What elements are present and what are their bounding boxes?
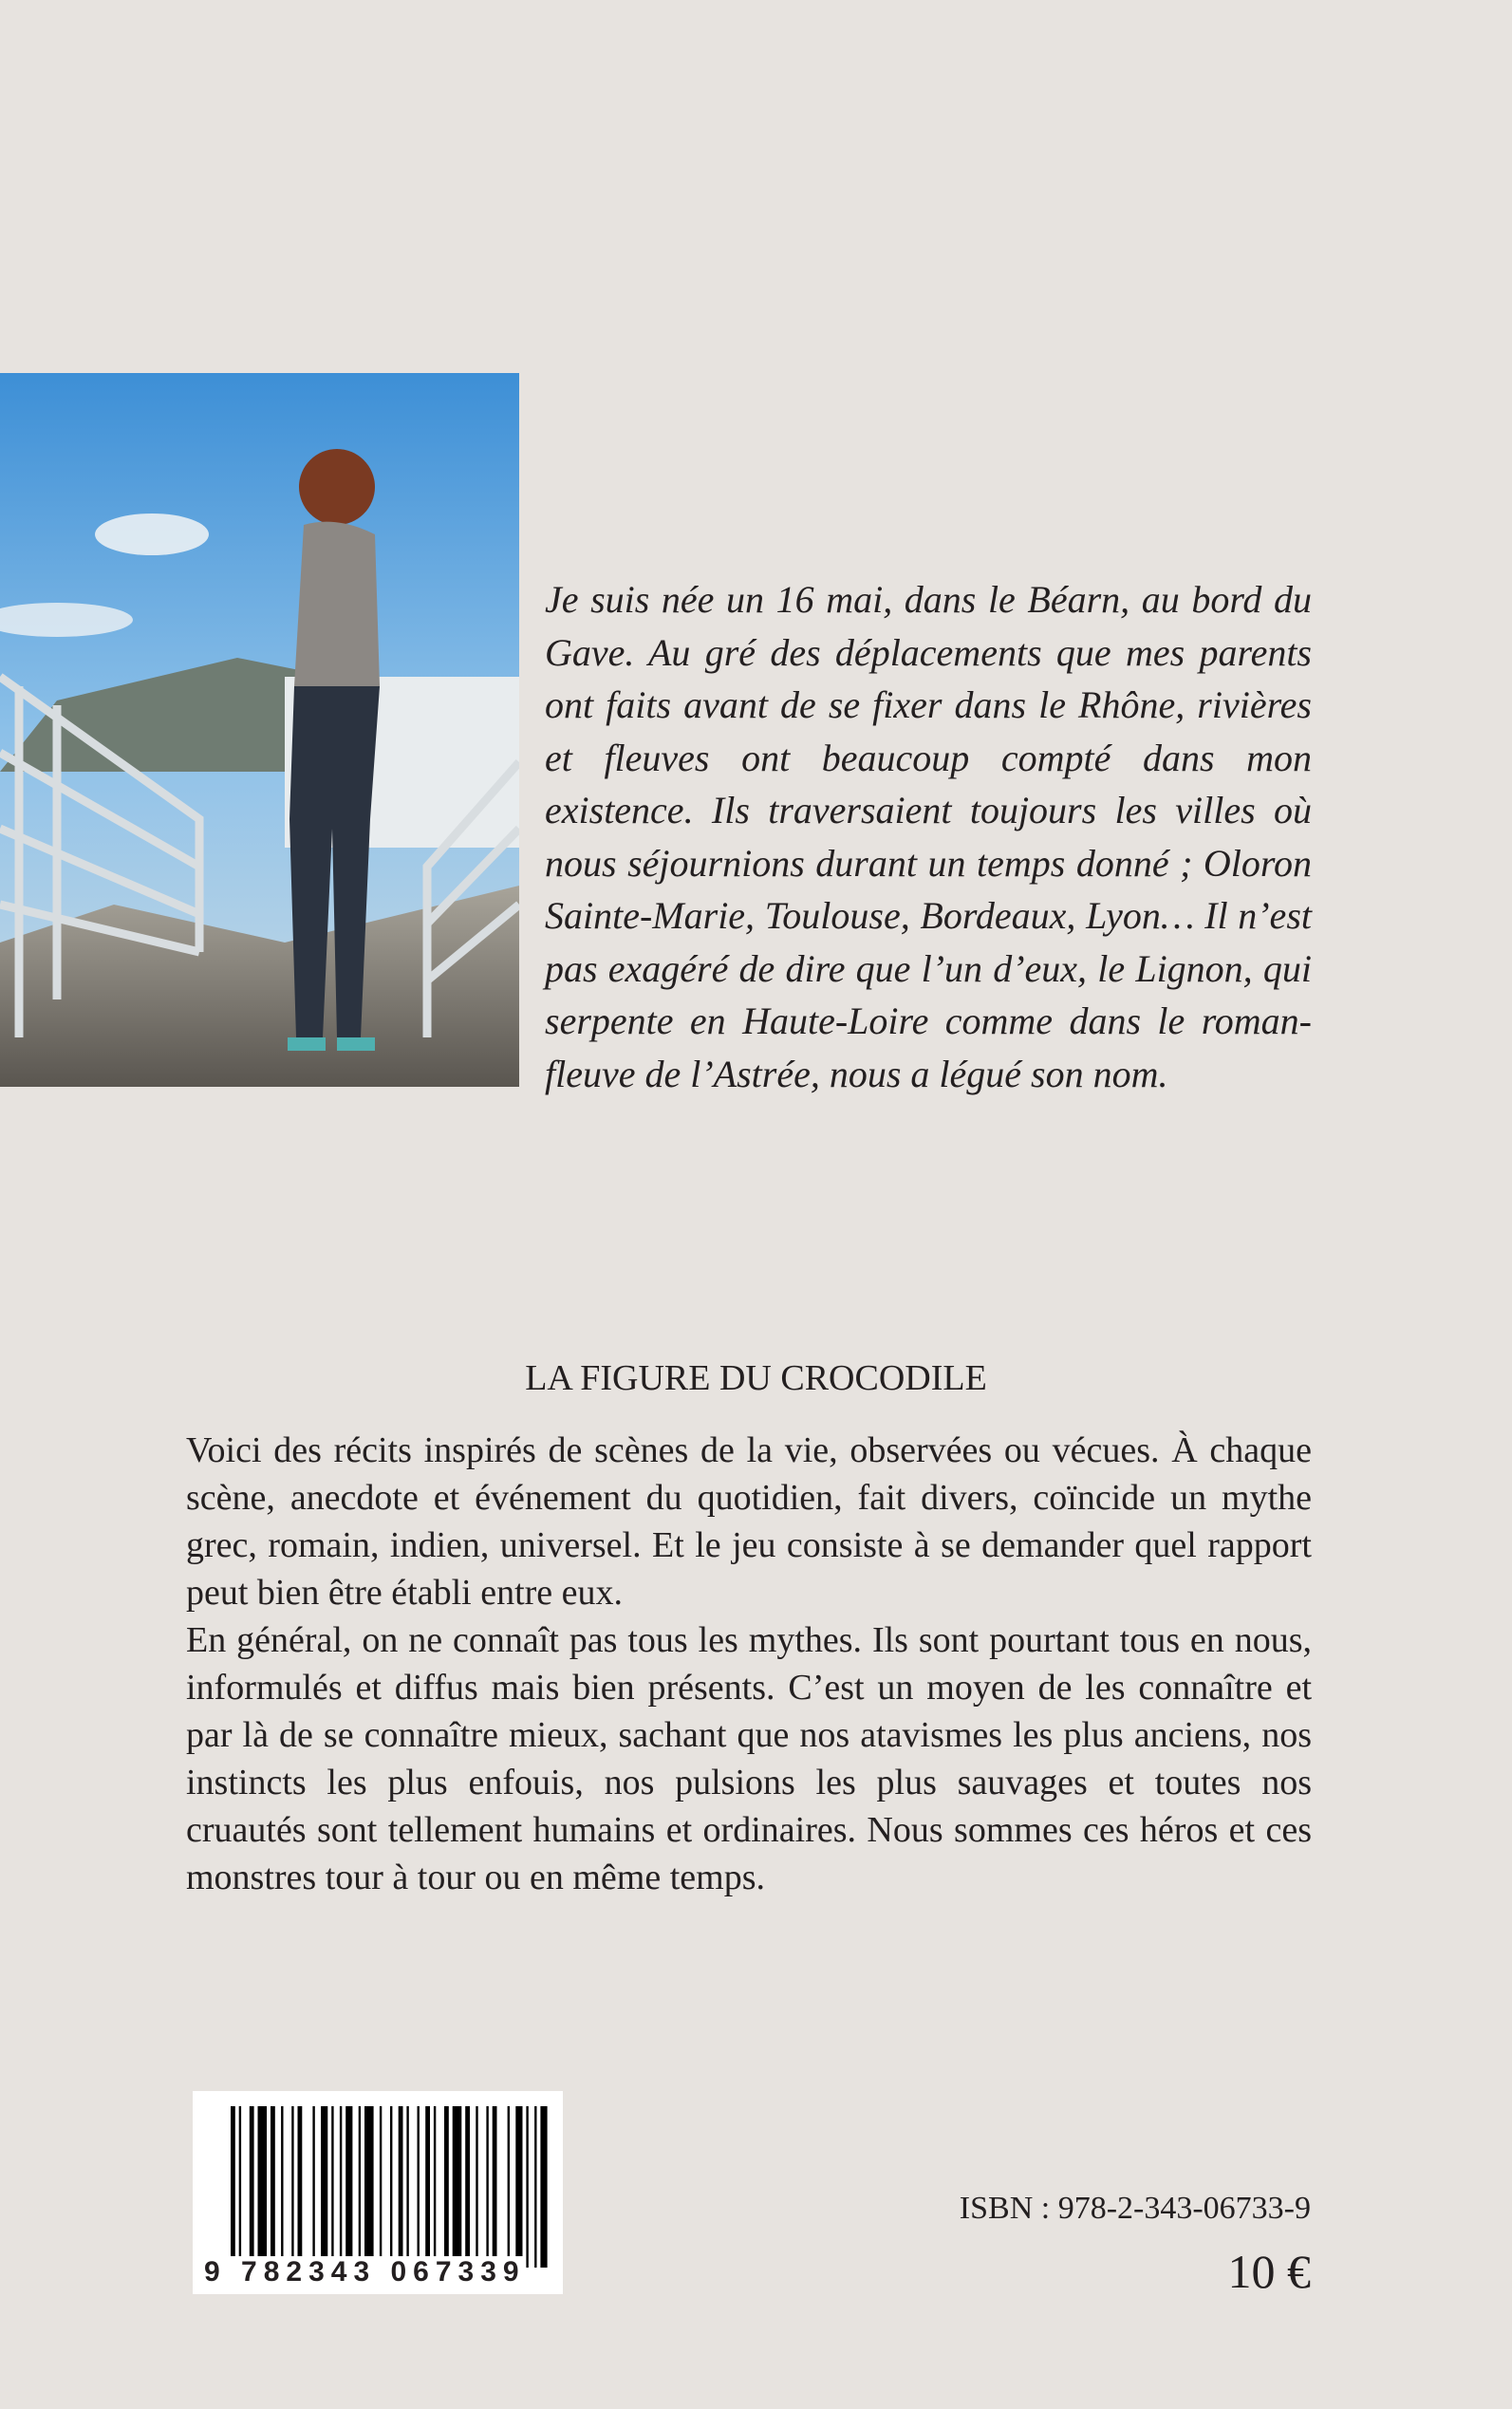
barcode-bar: [493, 2106, 497, 2268]
barcode-bar: [444, 2106, 449, 2268]
barcode-bar: [418, 2106, 420, 2268]
barcode-bar: [380, 2106, 382, 2268]
blurb-paragraph: Voici des récits inspirés de scènes de la vie, observées ou vécues. À chaque scène, anecdote et événement du quotidien, fait divers, coïncide un mythe grec, romain, indien, universel. Et le jeu consiste à se demander quel rapport peut bien être établi entre eux.: [186, 1430, 1312, 1613]
barcode-bar: [534, 2106, 536, 2268]
barcode-bar: [271, 2106, 275, 2268]
barcode-bar: [321, 2106, 327, 2268]
barcode-bar: [526, 2106, 528, 2268]
barcode-bar: [359, 2106, 361, 2268]
barcode-bar: [486, 2106, 488, 2268]
barcode-bar: [312, 2106, 314, 2268]
isbn: ISBN : 978-2-343-06733-9: [959, 2191, 1311, 2226]
barcode-bar: [340, 2106, 342, 2268]
barcode-digits: 9 782343 067339: [204, 2256, 526, 2288]
barcode-bar: [515, 2106, 522, 2268]
barcode-bar: [540, 2106, 547, 2268]
price: 10 €: [1227, 2245, 1311, 2298]
author-photo: [0, 373, 519, 1087]
barcode-bar: [425, 2106, 430, 2268]
barcode-bar: [508, 2106, 510, 2268]
barcode-bar: [399, 2106, 403, 2268]
barcode-bar: [453, 2106, 462, 2268]
author-bio: Je suis née un 16 mai, dans le Béarn, au bord du Gave. Au gré des déplacements que mes parents ont faits avant de se fixer dans le Rhône, rivières et fleuves ont beaucoup compté dans mon existence. Ils traversaient toujours les villes où nous séjournions durant un temps donné ; Oloron Sainte-Marie, Toulouse, Bordeaux, Lyon… Il n’est pas exagéré de dire que l’un d’eux, le Lignon, qui serpente en Haute-Loire comme dans le roman-fleuve de l’Astrée, nous a légué son nom.: [545, 578, 1312, 1095]
barcode-bar: [406, 2106, 408, 2268]
barcode-bar: [390, 2106, 392, 2268]
barcode-bar: [250, 2106, 254, 2268]
barcode-bar: [298, 2106, 303, 2268]
book-blurb: [186, 1427, 1312, 1901]
book-title: LA FIGURE DU CROCODILE: [525, 1358, 987, 1398]
barcode-bar: [258, 2106, 268, 2268]
barcode-bar: [239, 2106, 241, 2268]
barcode-bar: [476, 2106, 477, 2268]
barcode-bar: [331, 2106, 333, 2268]
barcode-bar: [364, 2106, 374, 2268]
barcode-bar: [345, 2106, 352, 2268]
barcode: [193, 2091, 563, 2294]
barcode-bar: [281, 2106, 283, 2268]
barcode-bar: [434, 2106, 436, 2268]
barcode-bar: [465, 2106, 470, 2268]
barcode-bar: [291, 2106, 293, 2268]
barcode-bar: [231, 2106, 235, 2268]
blurb-paragraph: En général, on ne connaît pas tous les mythes. Ils sont pourtant tous en nous, informulés et diffus mais bien présents. C’est un moyen de les connaître et par là de se connaître mieux, sachant que nos atavismes les plus anciens, nos instincts les plus enfouis, nos pulsions les plus sauvages et toutes nos cruautés sont tellement humains et ordinaires. Nous sommes ces héros et ces monstres tour à tour ou en même temps.: [186, 1620, 1312, 1897]
